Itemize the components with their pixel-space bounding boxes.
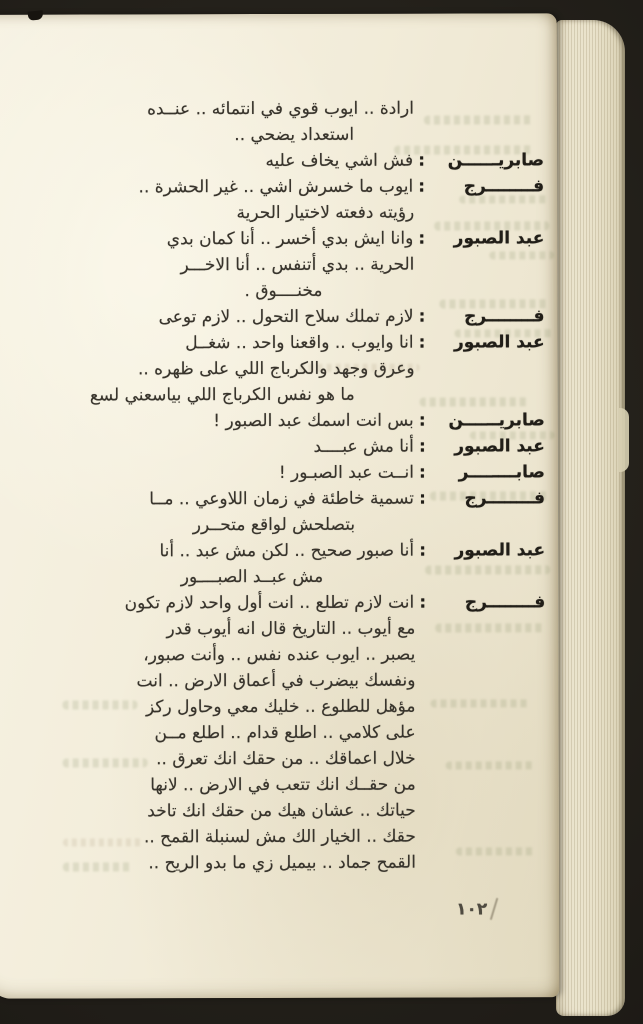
dialogue-line <box>0 303 545 330</box>
dialogue-continuation-line <box>0 719 546 746</box>
dialogue-continuation-line <box>0 251 544 278</box>
dialogue-text: ونفسك بيضرب في أعماق الارض .. انت <box>136 670 416 692</box>
book-page-stack-edge <box>556 20 625 1016</box>
dialogue-text: خلال اعماقك .. من حقك انك تعرق .. <box>156 748 416 770</box>
dialogue-continuation-line <box>0 121 544 148</box>
dialogue-continuation-line <box>0 693 546 720</box>
dialogue-line <box>0 225 544 252</box>
speaker-name: صابريــــــن <box>448 410 545 431</box>
speaker-colon: : <box>418 410 426 431</box>
bleed-through-layer <box>0 13 557 14</box>
dialogue-text: ما هو نفس الكرباج اللي بياسعني لسع <box>89 384 355 406</box>
speaker-colon: : <box>418 436 426 457</box>
dialogue-text: مع أيوب .. التاريخ قال انه أيوب قدر <box>166 618 416 640</box>
dialogue-text: ايوب ما خسرش اشي .. غير الحشرة .. <box>138 176 414 198</box>
dialogue-text: فش اشي يخاف عليه <box>265 150 414 172</box>
dialogue-continuation-line <box>0 667 545 694</box>
dialogue-text: استعداد يضحي .. <box>234 124 355 146</box>
dialogue-line <box>0 459 545 486</box>
dialogue-continuation-line <box>0 95 544 122</box>
speaker-name: عبد الصبور <box>454 540 546 561</box>
dialogue-text: لازم تملك سلاح التحول .. لازم توعى <box>158 306 414 328</box>
dialogue-line <box>0 147 544 174</box>
dialogue-text: الحرية .. بدي أتنفس .. أنا الاخـــر <box>180 254 415 276</box>
speaker-colon: : <box>419 488 426 509</box>
dialogue-text: ارادة .. ايوب قوي في انتمائه .. عنــده <box>147 98 414 120</box>
dialogue-continuation-line <box>0 771 546 798</box>
dialogue-text: من حقــك انك تتعب في الارض .. لانها <box>150 774 416 796</box>
dialogue-continuation-line <box>0 381 545 408</box>
dialogue-line <box>0 173 544 200</box>
dialogue-text: انــت عبد الصبـور ! <box>278 462 414 483</box>
book-page <box>0 13 559 998</box>
dialogue-text: مخنــــوق . <box>244 280 323 302</box>
dialogue-text: رؤيته دفعته لاختيار الحرية <box>236 202 415 224</box>
dialogue-continuation-line <box>0 641 545 668</box>
speaker-colon: : <box>418 150 426 171</box>
dialogue-text: حقك .. الخيار الك مش لسنبلة القمح .. <box>143 826 416 848</box>
speaker-name: فــــــــرج <box>464 488 546 509</box>
dialogue-line <box>0 433 545 460</box>
speaker-name: عبد الصبور <box>453 332 545 353</box>
dialogue-text: وانا ايش بدي أخسر .. أنا كمان بدي <box>166 228 414 250</box>
speaker-name: صابريــــــن <box>447 150 545 171</box>
speaker-name: فــــــــرج <box>464 592 546 613</box>
dialogue-continuation-line <box>0 823 546 850</box>
dialogue-continuation-line <box>0 745 546 772</box>
dialogue-text: مؤهل للطلوع .. خليك معي وحاول ركز <box>146 696 416 718</box>
speaker-name: عبد الصبور <box>454 436 545 457</box>
dialogue-line <box>0 589 545 616</box>
dialogue-text: انا وايوب .. واقعنا واحد .. شغــل <box>185 332 414 354</box>
speaker-colon: : <box>418 176 426 197</box>
dialogue-continuation-line <box>0 355 545 382</box>
speaker-name: فــــــــرج <box>463 176 545 197</box>
dialogue-text: انت لازم تطلع .. انت أول واحد لازم تكون <box>124 592 415 614</box>
dialogue-text: مش عبــد الصبــــور <box>180 566 324 588</box>
dialogue-text: وعرق وجهد والكرباج اللي على ظهره .. <box>137 358 415 380</box>
text-block <box>0 95 546 876</box>
speaker-name: عبد الصبور <box>453 228 545 249</box>
speaker-name: فــــــــرج <box>464 306 545 327</box>
dialogue-text: تسمية خاطئة في زمان اللاوعي .. مــا <box>149 488 415 510</box>
speaker-colon: : <box>418 332 426 353</box>
dialogue-text: القمح جماد .. بيميل زي ما بدو الريح .. <box>148 852 416 874</box>
dialogue-continuation-line <box>0 849 546 876</box>
dialogue-continuation-line <box>0 199 544 226</box>
dialogue-text: أنا صبور صحيح .. لكن مش عبد .. أنا <box>159 540 415 562</box>
dialogue-text: بس انت اسمك عبد الصبور ! <box>213 410 414 432</box>
speaker-colon: : <box>418 228 426 249</box>
dialogue-line <box>0 407 545 434</box>
dialogue-continuation-line <box>0 797 546 824</box>
dialogue-continuation-line <box>0 277 544 304</box>
dialogue-text: على كلامي .. اطلع قدام .. اطلع مــن <box>154 722 416 744</box>
speaker-colon: : <box>419 540 427 561</box>
page-number-mark <box>490 898 499 921</box>
dialogue-text: يصبر .. ايوب عنده نفس .. وأنت صبور، <box>143 644 416 666</box>
page-number: ١٠٢ <box>456 899 488 920</box>
speaker-name: صابــــــــر <box>458 462 545 483</box>
dialogue-continuation-line <box>0 615 545 642</box>
speaker-colon: : <box>418 306 426 327</box>
dialogue-line <box>0 329 545 356</box>
dialogue-line <box>0 485 545 512</box>
dialogue-continuation-line <box>0 511 545 538</box>
dialogue-line <box>0 537 545 564</box>
speaker-colon: : <box>419 592 427 613</box>
dialogue-continuation-line <box>0 563 545 590</box>
dialogue-text: بتصلحش لواقع متحــرر <box>192 514 356 536</box>
dialogue-text: حياتك .. عشان هيك من حقك انك تاخد <box>147 800 416 822</box>
dialogue-text: أنا مش عبــــد <box>313 436 414 457</box>
speaker-colon: : <box>418 462 426 483</box>
